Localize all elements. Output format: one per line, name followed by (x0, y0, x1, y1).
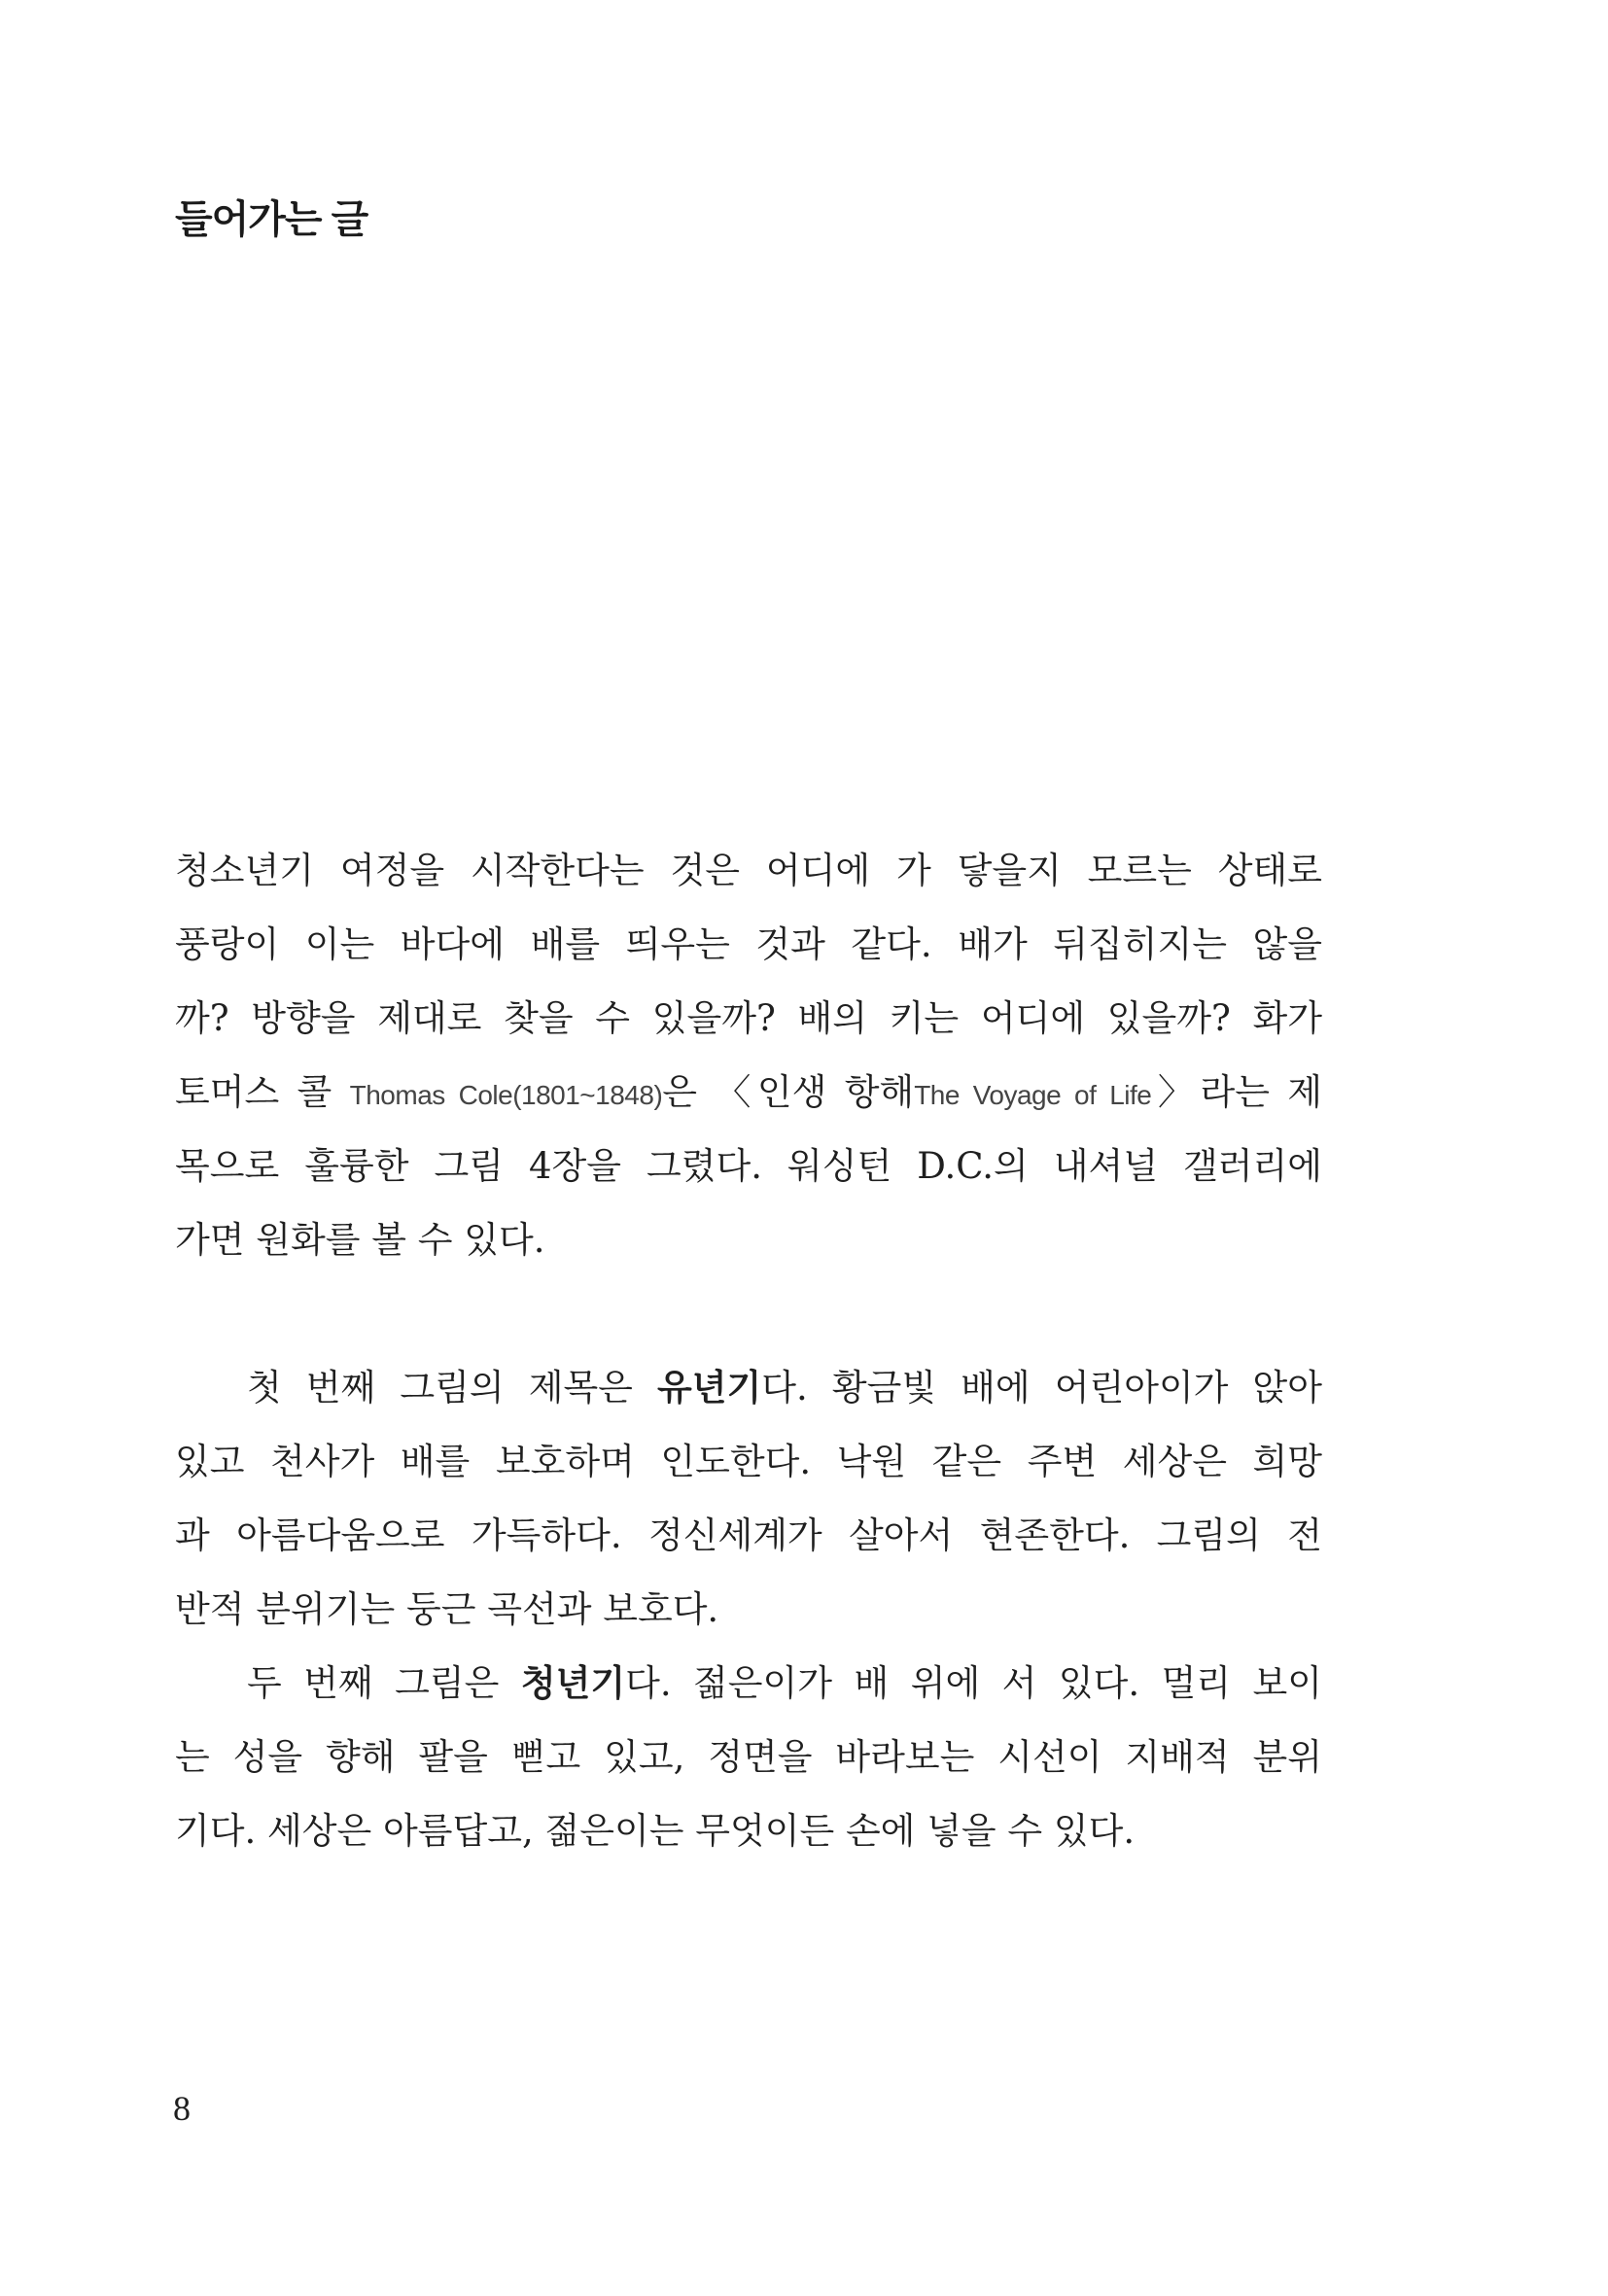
keyword-youth: 청년기 (520, 1662, 626, 1704)
paragraph-3-line-1-start: 두 번째 그림은 (247, 1662, 521, 1704)
painter-name-korean: 토머스 콜 (175, 1071, 332, 1113)
paragraph-3-line-1 (175, 1647, 1322, 1721)
painter-name-english: Thomas Cole(1801~1848) (349, 1080, 663, 1110)
keyword-childhood: 유년기 (657, 1367, 762, 1409)
paragraph-1-line-6: 가면 원화를 볼 수 있다. (175, 1219, 545, 1261)
paragraph-2-line-1-end: 다. 황금빛 배에 어린아이가 앉아 (761, 1367, 1322, 1409)
paragraph-2-line-4: 반적 분위기는 둥근 곡선과 보호다. (175, 1588, 719, 1630)
paragraph-2-line-1 (175, 1351, 1322, 1425)
paragraph-3-line-3: 기다. 세상은 아름답고, 젊은이는 무엇이든 손에 넣을 수 있다. (175, 1810, 1136, 1852)
paragraph-1-line-3: 까? 방향을 제대로 찾을 수 있을까? 배의 키는 어디에 있을까? 화가 (175, 997, 1322, 1039)
painting-title-english: The Voyage of Life (914, 1080, 1152, 1110)
paragraph-gap (175, 1277, 1322, 1351)
page-number: 8 (173, 2089, 191, 2128)
paragraph-2-line-2: 있고 천사가 배를 보호하며 인도한다. 낙원 같은 주변 세상은 희망 (175, 1441, 1322, 1482)
section-title: 들어가는 글 (175, 198, 368, 241)
body-text-top (175, 834, 1322, 1868)
paragraph-2-line-1-start: 첫 번째 그림의 제목은 (247, 1367, 658, 1409)
paragraph-2-line-3: 과 아름다움으로 가득하다. 정신세계가 살아서 현존한다. 그림의 전 (175, 1514, 1322, 1556)
paragraph-1-line-4-end: 〉라는 제 (1151, 1071, 1323, 1113)
paragraph-3-line-1-end: 다. 젊은이가 배 위에 서 있다. 멀리 보이 (625, 1662, 1322, 1704)
paragraph-1-line-4 (175, 1056, 1322, 1130)
paragraph-1-line-2: 풍랑이 이는 바다에 배를 띄우는 것과 같다. 배가 뒤집히지는 않을 (175, 923, 1322, 965)
paragraph-1-line-1: 청소년기 여정을 시작한다는 것은 어디에 가 닿을지 모르는 상태로 (175, 850, 1322, 891)
painting-title-korean: 은 〈인생 항해 (662, 1071, 915, 1113)
paragraph-3-line-2: 는 성을 향해 팔을 뻗고 있고, 정면을 바라보는 시선이 지배적 분위 (175, 1736, 1322, 1778)
paragraph-1-line-5: 목으로 훌륭한 그림 4장을 그렸다. 워싱턴 D.C.의 내셔널 갤러리에 (175, 1145, 1322, 1187)
